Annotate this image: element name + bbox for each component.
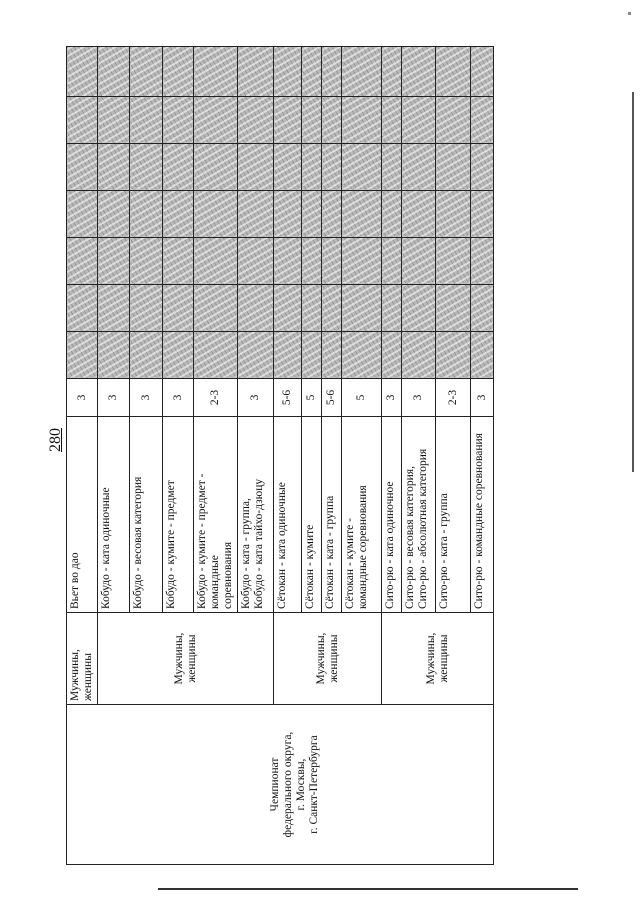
scan-speck [628, 12, 631, 15]
shaded-cell [471, 144, 494, 191]
discipline-cell [274, 417, 302, 613]
shaded-cell [67, 144, 98, 191]
shaded-cell [471, 332, 494, 379]
shaded-cell [130, 144, 163, 191]
rotated-table [66, 47, 488, 865]
shaded-cell [67, 97, 98, 144]
shaded-cell [238, 191, 274, 238]
shaded-cell [322, 47, 342, 97]
shaded-cell [302, 47, 322, 97]
group-cell: Мужчины, женщины [67, 613, 98, 705]
discipline-line: соревнования [222, 541, 234, 609]
shaded-cell [302, 144, 322, 191]
championship-line: г. Санкт-Петербурга [308, 735, 321, 834]
shaded-cell [194, 191, 238, 238]
discipline-line: Сётокан - ката одиночные [276, 482, 288, 609]
shaded-cell [98, 144, 130, 191]
discipline-cell [342, 417, 382, 613]
shaded-cell [322, 97, 342, 144]
discipline-cell [302, 417, 322, 613]
discipline-line: Кобудо - кумите - предмет [165, 480, 177, 609]
shaded-cell [436, 238, 471, 285]
group-cell: Мужчины, женщины [274, 613, 382, 705]
shaded-cell [382, 238, 402, 285]
shaded-cell [471, 191, 494, 238]
discipline-line: Сётокан - кумите [304, 524, 316, 609]
discipline-line: командные соревнования [357, 485, 369, 609]
shaded-cell [98, 238, 130, 285]
discipline-cell [67, 417, 98, 613]
shaded-cell [402, 332, 436, 379]
shaded-cell [471, 97, 494, 144]
shaded-cell [98, 285, 130, 332]
shaded-cell [238, 238, 274, 285]
shaded-cell [274, 47, 302, 97]
table-frame [66, 47, 488, 865]
shaded-cell [98, 332, 130, 379]
age-cell: 5-6 [322, 379, 342, 417]
group-cell: Мужчины, женщины [98, 613, 274, 705]
table-row [98, 47, 130, 865]
discipline-cell [471, 417, 494, 613]
age-cell: 2-3 [436, 379, 471, 417]
discipline-cell [322, 417, 342, 613]
shaded-cell [471, 285, 494, 332]
shaded-cell [163, 47, 194, 97]
shaded-cell [274, 332, 302, 379]
discipline-line: Сито-рю - весовая категория, [404, 466, 416, 609]
shaded-cell [194, 144, 238, 191]
age-cell: 3 [382, 379, 402, 417]
shaded-cell [382, 144, 402, 191]
discipline-cell [382, 417, 402, 613]
shaded-cell [163, 238, 194, 285]
shaded-cell [238, 144, 274, 191]
age-cell: 3 [471, 379, 494, 417]
shaded-cell [98, 97, 130, 144]
age-cell: 3 [130, 379, 163, 417]
age-cell: 3 [238, 379, 274, 417]
age-cell: 3 [163, 379, 194, 417]
shaded-cell [436, 332, 471, 379]
shaded-cell [238, 97, 274, 144]
shaded-cell [163, 285, 194, 332]
shaded-cell [471, 47, 494, 97]
shaded-cell [402, 191, 436, 238]
discipline-line: Сито-рю - ката - группа [438, 493, 450, 609]
discipline-line: Сито-рю - абсолютная категория [417, 448, 429, 609]
shaded-cell [238, 47, 274, 97]
shaded-cell [436, 47, 471, 97]
shaded-cell [238, 285, 274, 332]
shaded-cell [130, 97, 163, 144]
shaded-cell [436, 285, 471, 332]
championship-line: Чемпионат [269, 757, 282, 812]
page-number: 280 [47, 428, 64, 452]
championship-top-cell [67, 705, 98, 865]
shaded-cell [322, 191, 342, 238]
shaded-cell [274, 144, 302, 191]
discipline-cell [194, 417, 238, 613]
championship-line: федерального округа, [282, 731, 295, 838]
shaded-cell [382, 47, 402, 97]
shaded-cell [67, 332, 98, 379]
shaded-cell [130, 285, 163, 332]
shaded-cell [274, 97, 302, 144]
shaded-cell [342, 97, 382, 144]
shaded-cell [163, 144, 194, 191]
shaded-cell [130, 47, 163, 97]
age-cell: 5 [302, 379, 322, 417]
competition-table [66, 46, 494, 865]
shaded-cell [274, 238, 302, 285]
shaded-cell [322, 285, 342, 332]
shaded-cell [238, 332, 274, 379]
shaded-cell [163, 97, 194, 144]
shaded-cell [342, 144, 382, 191]
shaded-cell [471, 238, 494, 285]
shaded-cell [302, 285, 322, 332]
shaded-cell [342, 332, 382, 379]
scan-edge-mark [632, 92, 634, 472]
discipline-line: Вьет во дао [69, 552, 81, 609]
shaded-cell [130, 191, 163, 238]
discipline-line: Кобудо - весовая категория [132, 476, 144, 609]
shaded-cell [402, 47, 436, 97]
discipline-line: Кобудо - кумите - предмет - командные [196, 473, 221, 609]
discipline-line: Кобудо - ката - группа, [240, 498, 252, 609]
shaded-cell [302, 332, 322, 379]
shaded-cell [194, 285, 238, 332]
discipline-line: Сито-рю - командные соревнования [473, 433, 485, 609]
shaded-cell [322, 238, 342, 285]
shaded-cell [342, 285, 382, 332]
shaded-cell [402, 144, 436, 191]
championship-cell [98, 705, 494, 865]
discipline-line: Кобудо - ката тайхо-дзюцу [253, 478, 265, 609]
discipline-cell [98, 417, 130, 613]
shaded-cell [274, 191, 302, 238]
shaded-cell [130, 238, 163, 285]
shaded-cell [342, 191, 382, 238]
shaded-cell [67, 191, 98, 238]
shaded-cell [342, 47, 382, 97]
shaded-cell [436, 97, 471, 144]
shaded-cell [382, 191, 402, 238]
shaded-cell [194, 238, 238, 285]
shaded-cell [322, 332, 342, 379]
discipline-line: Сётокан - ката - группа [324, 495, 336, 609]
shaded-cell [302, 191, 322, 238]
shaded-cell [274, 285, 302, 332]
shaded-cell [98, 47, 130, 97]
shaded-cell [130, 332, 163, 379]
discipline-cell [238, 417, 274, 613]
shaded-cell [436, 144, 471, 191]
age-cell: 2-3 [194, 379, 238, 417]
shaded-cell [322, 144, 342, 191]
discipline-cell [163, 417, 194, 613]
shaded-cell [67, 285, 98, 332]
shaded-cell [194, 332, 238, 379]
shaded-cell [342, 238, 382, 285]
shaded-cell [402, 97, 436, 144]
shaded-cell [194, 97, 238, 144]
championship-line: г. Москвы, [295, 758, 308, 811]
age-cell: 3 [402, 379, 436, 417]
age-cell: 5 [342, 379, 382, 417]
age-cell: 5-6 [274, 379, 302, 417]
shaded-cell [98, 191, 130, 238]
shaded-cell [163, 191, 194, 238]
shaded-cell [382, 285, 402, 332]
discipline-line: Сито-рю - ката одиночное [384, 481, 396, 609]
shaded-cell [436, 191, 471, 238]
shaded-cell [402, 285, 436, 332]
shaded-cell [382, 97, 402, 144]
discipline-cell [436, 417, 471, 613]
shaded-cell [302, 97, 322, 144]
discipline-line: Сётокан - кумите - [344, 518, 356, 609]
shaded-cell [163, 332, 194, 379]
age-cell: 3 [67, 379, 98, 417]
shaded-cell [302, 238, 322, 285]
discipline-cell [130, 417, 163, 613]
discipline-cell [402, 417, 436, 613]
age-cell: 3 [98, 379, 130, 417]
shaded-cell [194, 47, 238, 97]
group-cell: Мужчины, женщины [382, 613, 494, 705]
shaded-cell [382, 332, 402, 379]
shaded-cell [402, 238, 436, 285]
shaded-cell [67, 47, 98, 97]
scan-edge-line [158, 888, 578, 890]
discipline-line: Кобудо - ката одиночные [100, 487, 112, 609]
shaded-cell [67, 238, 98, 285]
table-row [67, 47, 98, 865]
